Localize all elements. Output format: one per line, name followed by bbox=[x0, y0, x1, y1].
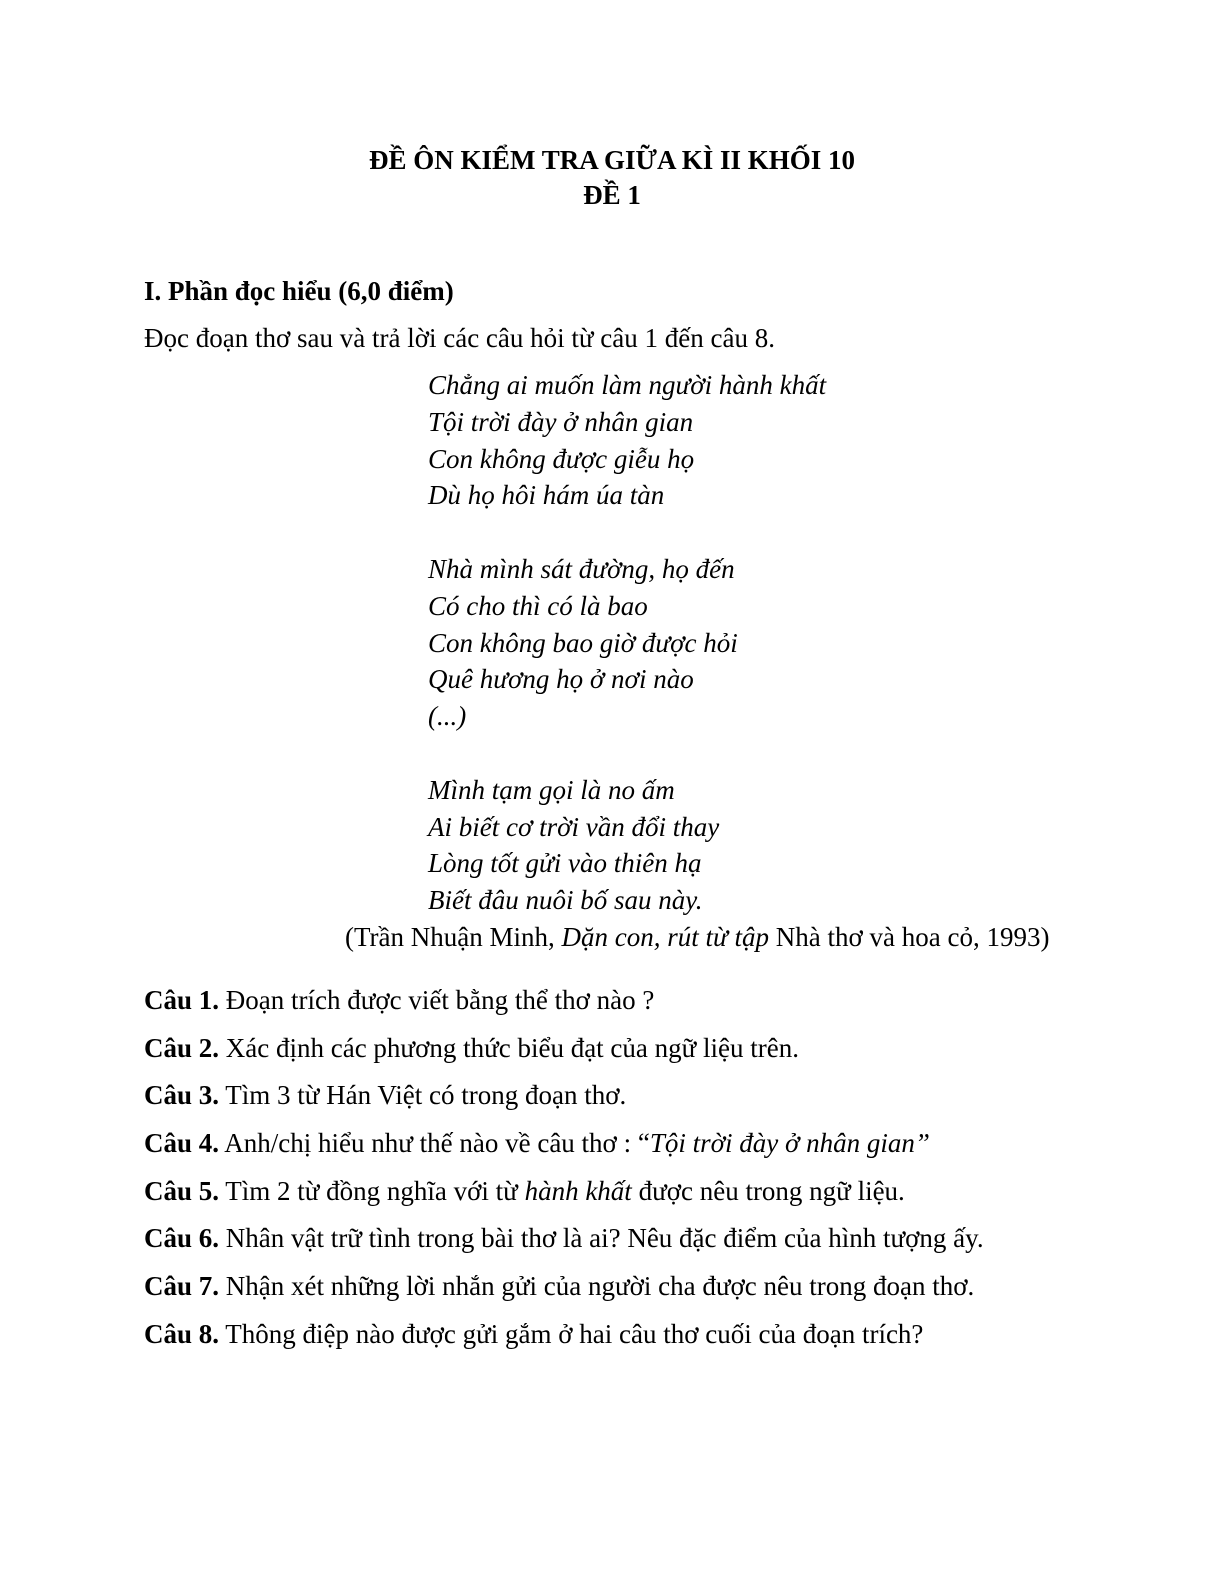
question-number: Câu 8. bbox=[144, 1318, 220, 1349]
poem-line: Nhà mình sát đường, họ đến bbox=[428, 553, 735, 584]
question-number: Câu 4. bbox=[144, 1128, 220, 1159]
question-3 bbox=[144, 1080, 984, 1128]
question-text: Thông điệp nào được gửi gắm ở hai câu thơ cuối của đoạn trích? bbox=[219, 1318, 924, 1349]
question-text: Đoạn trích được viết bằng thể thơ nào ? bbox=[219, 985, 655, 1015]
question-text: Nhận xét những lời nhắn gửi của người cha được nêu trong đoạn thơ. bbox=[219, 1271, 975, 1302]
exam-number: ĐỀ 1 bbox=[583, 180, 641, 210]
source-collection: Nhà thơ và hoa cỏ, 1993) bbox=[769, 922, 1050, 952]
question-number: Câu 7. bbox=[144, 1271, 220, 1302]
question-text: Tìm 3 từ Hán Việt có trong đoạn thơ. bbox=[219, 1080, 627, 1111]
question-8 bbox=[144, 1319, 984, 1367]
question-2 bbox=[144, 1033, 984, 1081]
question-7 bbox=[144, 1271, 984, 1319]
poem-line: Quê hương họ ở nơi nào bbox=[428, 664, 694, 695]
poem-line: Dù họ hôi hám úa tàn bbox=[428, 480, 665, 511]
question-text: Xác định các phương thức biểu đạt của ngữ liệu trên. bbox=[219, 1032, 800, 1063]
question-number: Câu 1. bbox=[144, 985, 220, 1015]
question-number: Câu 2. bbox=[144, 1032, 220, 1063]
source-poem-title: Dặn con, rút từ tập bbox=[561, 922, 769, 952]
question-4 bbox=[144, 1128, 984, 1176]
source-author: (Trần Nhuận Minh, bbox=[345, 922, 562, 952]
poem-source bbox=[345, 922, 1049, 952]
question-text: Nhân vật trữ tình trong bài thơ là ai? Nêu đặc điểm của hình tượng ấy. bbox=[219, 1223, 984, 1254]
question-6 bbox=[144, 1223, 984, 1271]
question-list bbox=[144, 985, 984, 1367]
poem-excerpt bbox=[428, 370, 826, 922]
poem-line: Lòng tốt gửi vào thiên hạ bbox=[428, 848, 702, 879]
stanza-gap bbox=[428, 738, 826, 775]
poem-line: Con không được giễu họ bbox=[428, 443, 695, 474]
question-text: Tìm 2 từ đồng nghĩa với từ bbox=[219, 1175, 525, 1206]
poem-line: Tội trời đày ở nhân gian bbox=[428, 406, 694, 437]
question-text-after: được nêu trong ngữ liệu. bbox=[631, 1175, 905, 1206]
poem-line: Có cho thì có là bao bbox=[428, 590, 648, 621]
poem-ellipsis: (...) bbox=[428, 701, 467, 732]
page-title: ĐỀ ÔN KIỂM TRA GIỮA KÌ II KHỐI 10 bbox=[368, 145, 856, 175]
stanza-gap bbox=[428, 517, 826, 554]
question-1 bbox=[144, 985, 984, 1033]
poem-line: Mình tạm gọi là no ấm bbox=[428, 774, 675, 805]
section-instruction: Đọc đoạn thơ sau và trả lời các câu hỏi từ câu 1 đến câu 8. bbox=[144, 323, 775, 353]
question-number: Câu 6. bbox=[144, 1223, 220, 1254]
question-number: Câu 3. bbox=[144, 1080, 220, 1111]
poem-line: Con không bao giờ được hỏi bbox=[428, 627, 738, 658]
question-quote: Tội trời đày ở nhân gian” bbox=[649, 1128, 930, 1159]
question-number: Câu 5. bbox=[144, 1175, 220, 1206]
poem-line: Biết đâu nuôi bố sau này. bbox=[428, 885, 703, 916]
question-term: hành khất bbox=[524, 1175, 632, 1206]
poem-line: Ai biết cơ trời vần đổi thay bbox=[428, 811, 720, 842]
poem-line: Chẳng ai muốn làm người hành khất bbox=[428, 370, 827, 400]
section-heading: I. Phần đọc hiểu (6,0 điểm) bbox=[144, 276, 454, 306]
question-text: Anh/chị hiểu như thế nào về câu thơ : “ bbox=[219, 1128, 650, 1159]
question-5 bbox=[144, 1176, 984, 1224]
